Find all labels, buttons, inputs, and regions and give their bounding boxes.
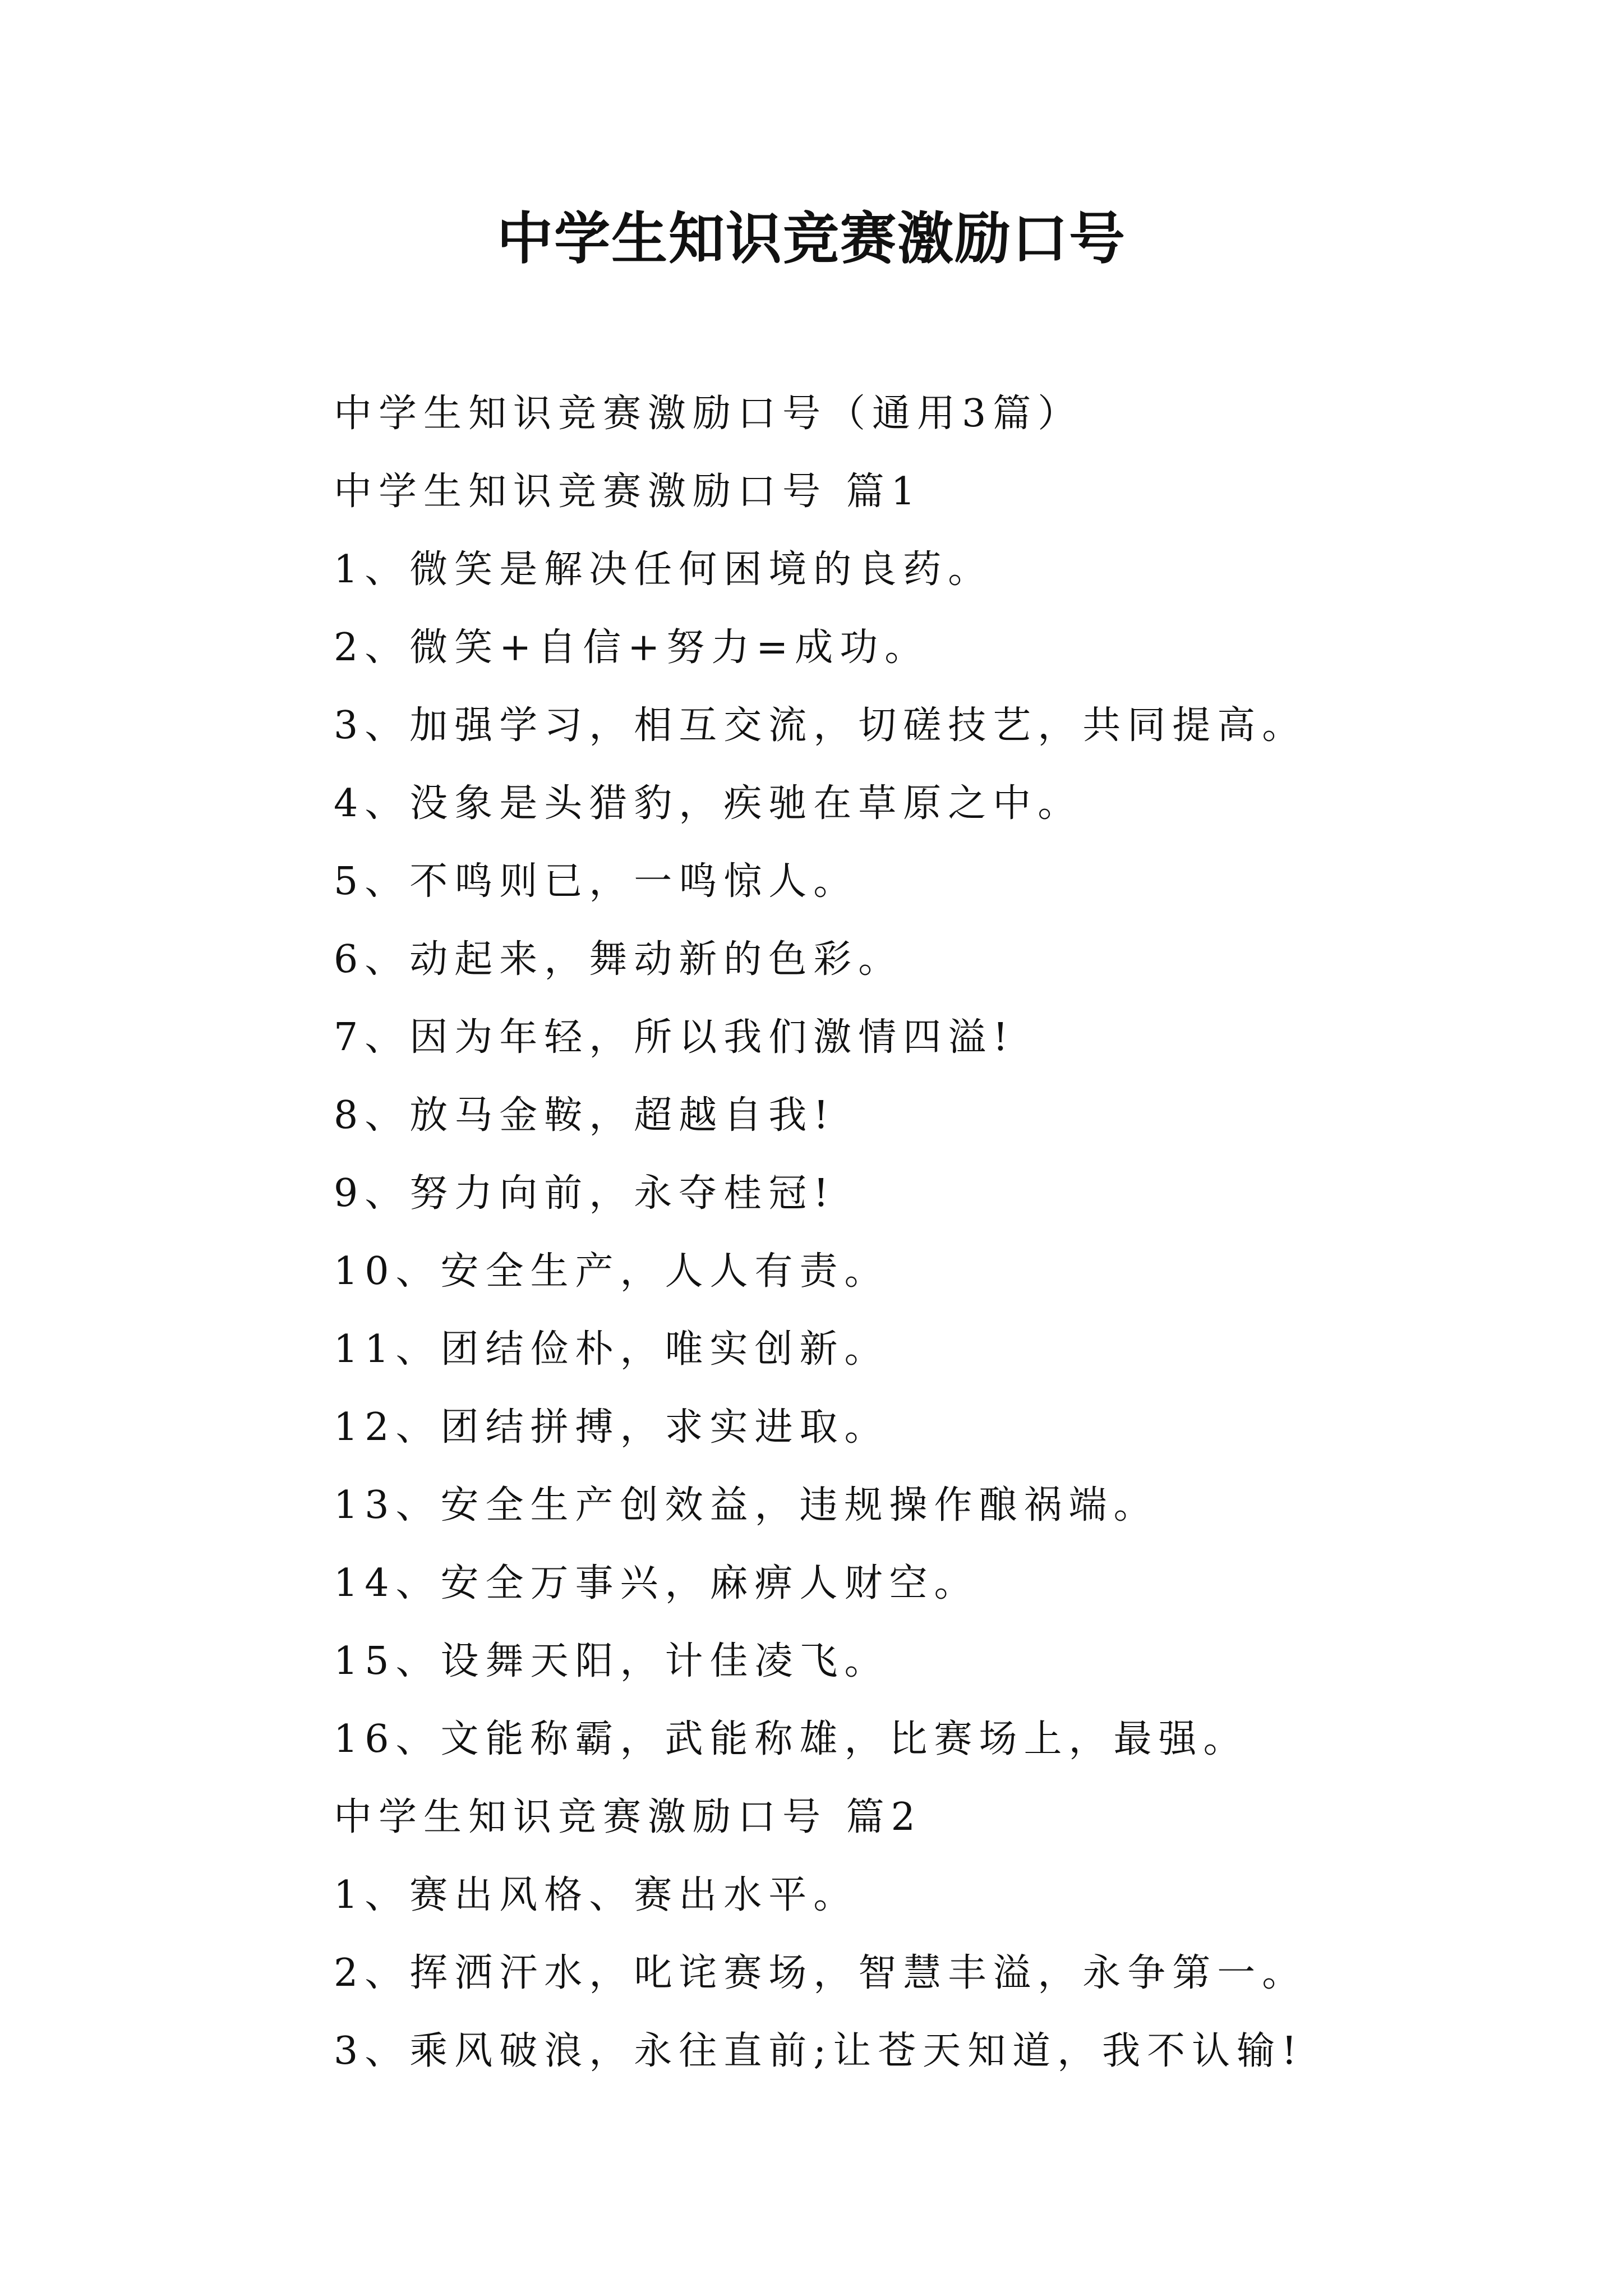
slogan-line: 3、乘风破浪，永往直前;让苍天知道，我不认输! xyxy=(334,2029,1304,2073)
slogan-line: 3、加强学习，相互交流，切磋技艺，共同提高。 xyxy=(334,703,1307,748)
slogan-line: 9、努力向前，永夺桂冠! xyxy=(334,1171,836,1216)
document-title: 中学生知识竞赛激励口号 xyxy=(497,205,1126,272)
document-body xyxy=(334,375,1567,2090)
slogan-line: 6、动起来，舞动新的色彩。 xyxy=(334,937,903,982)
slogan-line: 4、没象是头猎豹，疾驰在草原之中。 xyxy=(334,781,1083,826)
slogan-line: 8、放马金鞍，超越自我! xyxy=(334,1093,836,1138)
slogan-line: 7、因为年轻，所以我们激情四溢! xyxy=(334,1015,1015,1060)
section-heading-2: 中学生知识竞赛激励口号 篇2 xyxy=(334,1795,922,1839)
slogan-line: 12、团结拼搏，求实进取。 xyxy=(334,1405,889,1450)
slogan-line: 2、挥洒汗水，叱诧赛场，智慧丰溢，永争第一。 xyxy=(334,1951,1307,1995)
slogan-line: 14、安全万事兴，麻痹人财空。 xyxy=(334,1561,979,1605)
section-heading-1: 中学生知识竞赛激励口号 篇1 xyxy=(334,470,922,514)
slogan-line: 1、赛出风格、赛出水平。 xyxy=(334,1873,859,1917)
subtitle-line: 中学生知识竞赛激励口号（通用3篇） xyxy=(334,392,1083,436)
slogan-line: 16、文能称霸，武能称雄，比赛场上，最强。 xyxy=(334,1717,1248,1761)
slogan-line: 15、设舞天阳，计佳凌飞。 xyxy=(334,1639,889,1683)
slogan-line: 13、安全生产创效益，违规操作酿祸端。 xyxy=(334,1483,1159,1527)
slogan-line: 1、微笑是解决任何困境的良药。 xyxy=(334,547,993,592)
slogan-line: 11、团结俭朴，唯实创新。 xyxy=(334,1327,889,1372)
slogan-line: 5、不鸣则已，一鸣惊人。 xyxy=(334,859,859,904)
slogan-line: 10、安全生产，人人有责。 xyxy=(334,1249,889,1294)
slogan-line: 2、微笑+自信+努力=成功。 xyxy=(334,625,930,670)
